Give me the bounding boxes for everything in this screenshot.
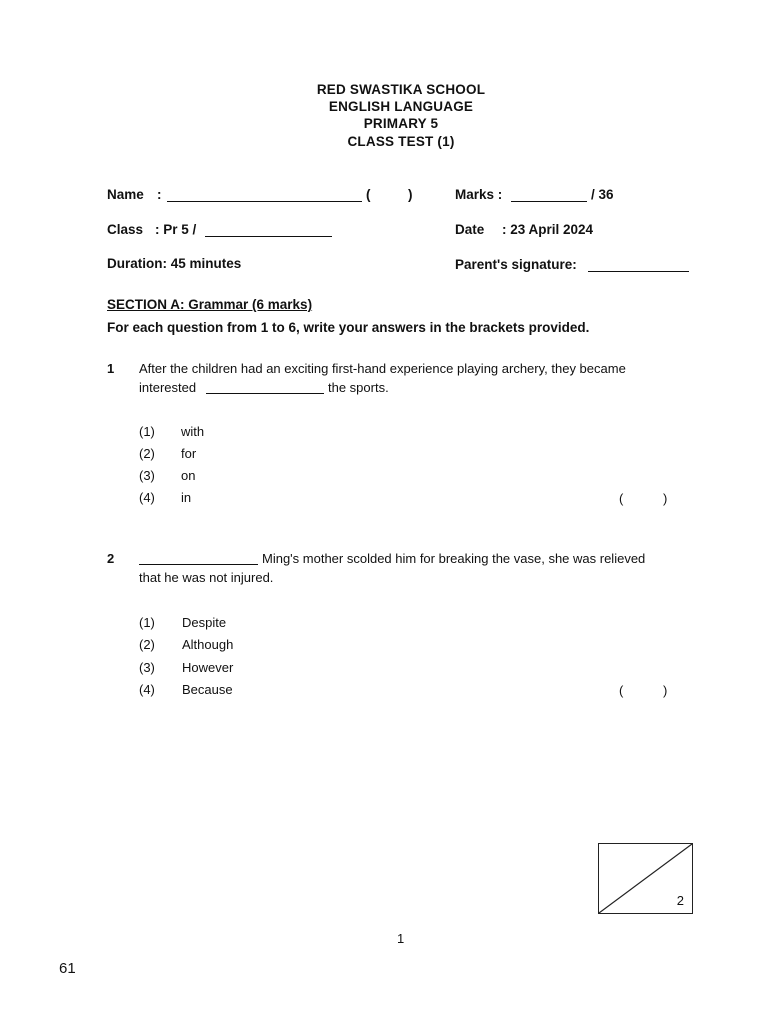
class-label: Class: [107, 222, 144, 237]
question-2-line1: Ming's mother scolded him for breaking the vase, she was relieved: [262, 551, 646, 566]
question-1-option-1[interactable]: [139, 424, 204, 439]
marks-box-score: 2: [676, 893, 684, 908]
parent-signature-blank[interactable]: [588, 259, 689, 272]
question-2-blank[interactable]: [139, 552, 258, 565]
question-2-option-4[interactable]: [139, 682, 233, 697]
marks-label: Marks :: [455, 187, 503, 202]
option-number: (4): [139, 490, 155, 505]
option-text: with: [181, 424, 205, 439]
option-number: (2): [139, 446, 155, 461]
class-blank[interactable]: [205, 224, 332, 237]
date-label: Date: [455, 222, 485, 237]
name-label: Name: [107, 187, 144, 202]
question-1-blank[interactable]: [206, 381, 324, 394]
name-paren-open: (: [366, 187, 371, 202]
question-2-option-3[interactable]: [139, 660, 233, 675]
option-number: (2): [139, 637, 155, 652]
option-number: (4): [139, 682, 155, 697]
question-1-answer-close[interactable]: ): [663, 491, 668, 506]
question-2-number: 2: [107, 551, 115, 566]
question-1-line2-before: interested: [139, 380, 197, 395]
side-number: 61: [59, 960, 76, 977]
marks-box: [598, 843, 693, 914]
class-value: : Pr 5 /: [155, 222, 197, 237]
question-2-option-1[interactable]: [139, 615, 226, 630]
question-2-answer-open[interactable]: (: [619, 683, 624, 698]
option-number: (3): [139, 660, 155, 675]
option-text: Although: [182, 637, 234, 652]
marks-blank[interactable]: [511, 189, 587, 202]
question-2-answer-close[interactable]: ): [663, 683, 668, 698]
option-text: for: [181, 446, 197, 461]
level-title: PRIMARY 5: [363, 116, 439, 131]
page-number: 1: [397, 931, 405, 946]
question-1-option-3[interactable]: [139, 468, 195, 483]
section-a-instructions: For each question from 1 to 6, write your answers in the brackets provided.: [107, 320, 590, 335]
name-paren-close: ): [408, 187, 413, 202]
question-1-line1: After the children had an exciting first-hand experience playing archery, they became: [139, 361, 626, 376]
option-text: in: [181, 490, 192, 505]
option-number: (3): [139, 468, 155, 483]
option-text: Despite: [182, 615, 227, 630]
question-1-line2-after: the sports.: [328, 380, 389, 395]
option-text: on: [181, 468, 196, 483]
question-1-number: 1: [107, 361, 115, 376]
question-2-line2: that he was not injured.: [139, 570, 274, 585]
school-name: RED SWASTIKA SCHOOL: [316, 82, 486, 97]
option-text: Because: [182, 682, 233, 697]
subject-title: ENGLISH LANGUAGE: [328, 99, 474, 114]
section-a-title: SECTION A: Grammar (6 marks): [107, 297, 313, 312]
parent-signature-label: Parent's signature:: [455, 257, 577, 272]
date-value: : 23 April 2024: [502, 222, 594, 237]
name-colon: :: [157, 187, 162, 202]
duration: Duration: 45 minutes: [107, 256, 242, 271]
question-2-option-2[interactable]: [139, 637, 233, 652]
option-text: However: [182, 660, 234, 675]
name-blank[interactable]: [167, 189, 362, 202]
marks-total: / 36: [591, 187, 614, 202]
question-1-answer-open[interactable]: (: [619, 491, 624, 506]
question-1-option-4[interactable]: [139, 490, 191, 505]
option-number: (1): [139, 615, 155, 630]
question-1-option-2[interactable]: [139, 446, 196, 461]
option-number: (1): [139, 424, 155, 439]
test-title: CLASS TEST (1): [347, 134, 455, 149]
